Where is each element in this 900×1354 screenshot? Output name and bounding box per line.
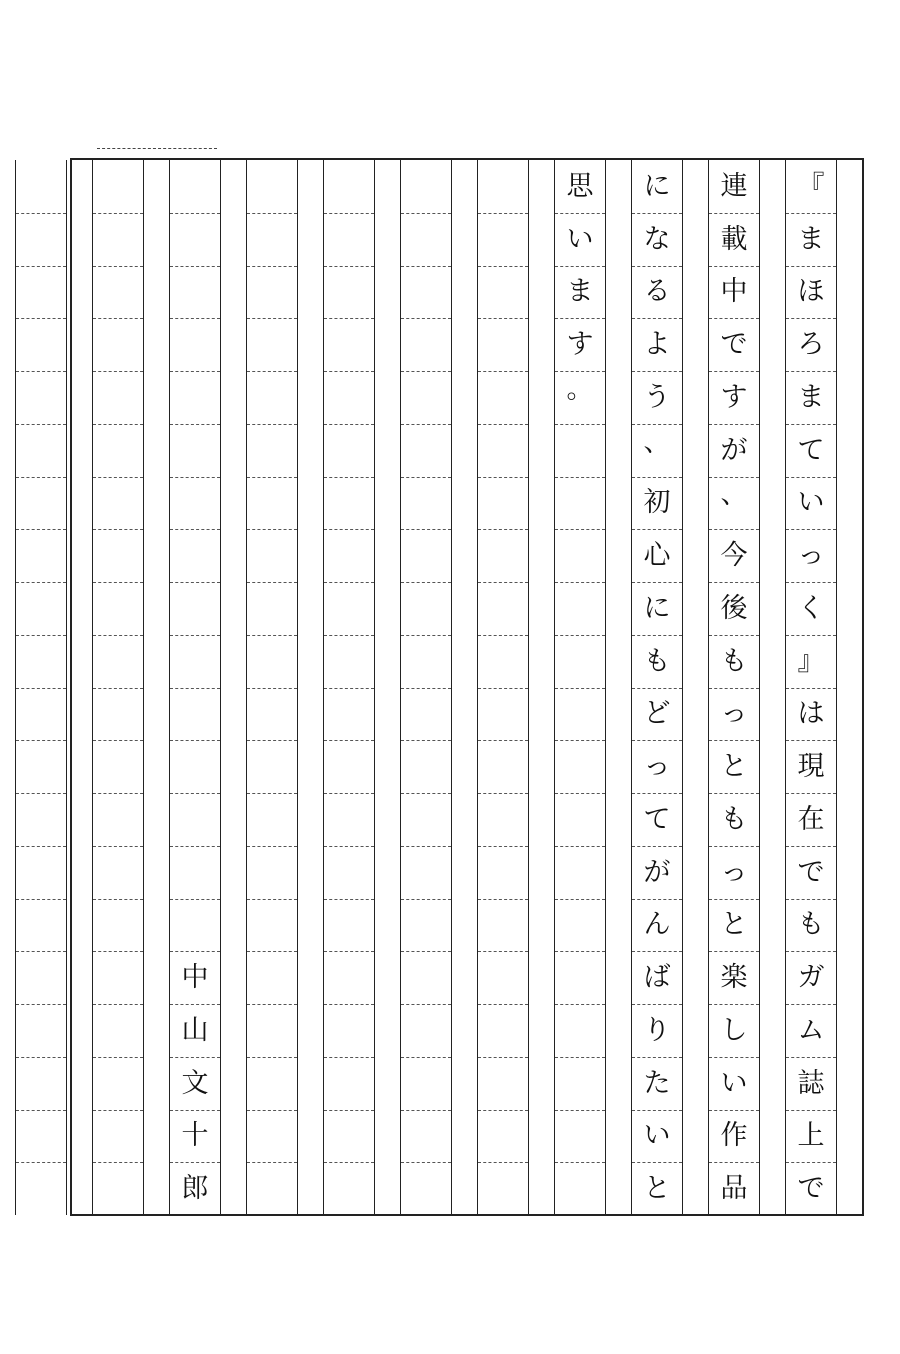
cell-divider [170,688,220,689]
cell-divider [632,1057,682,1058]
cell-divider [324,529,374,530]
cell-divider [786,266,836,267]
manuscript-char: ム [797,1014,825,1046]
cell-divider [555,740,605,741]
cell-divider [247,213,297,214]
cell-divider [401,529,451,530]
cell-divider [170,793,220,794]
cell-divider [170,318,220,319]
manuscript-char: よ [643,329,671,361]
cell-divider [632,899,682,900]
cell-divider [555,899,605,900]
cell-divider [16,740,66,741]
manuscript-char: と [720,751,748,783]
cell-divider [170,529,220,530]
cell-divider [786,793,836,794]
manuscript-char: い [720,1067,748,1099]
manuscript-char: 『 [797,170,825,202]
cell-divider [16,318,66,319]
cell-divider [401,740,451,741]
cell-divider [709,635,759,636]
cell-divider [786,424,836,425]
cell-divider [786,371,836,372]
manuscript-column-signature [169,160,221,1215]
cell-divider [16,793,66,794]
cell-divider [93,1057,143,1058]
cell-divider [170,213,220,214]
manuscript-char: も [720,645,748,677]
manuscript-char: が [643,856,671,888]
cell-divider [709,793,759,794]
cell-divider [478,318,528,319]
manuscript-column-line-5 [477,160,529,1215]
cell-divider [709,1162,759,1163]
manuscript-char: は [797,698,825,730]
manuscript-char: く [797,592,825,624]
cell-divider [170,266,220,267]
cell-divider [170,1057,220,1058]
cell-divider [555,688,605,689]
manuscript-char: な [643,223,671,255]
cell-divider [247,846,297,847]
cell-divider [555,318,605,319]
manuscript-char: 後 [720,592,748,624]
cell-divider [324,318,374,319]
cell-divider [16,213,66,214]
cell-divider [632,846,682,847]
cell-divider [93,266,143,267]
cell-divider [16,1057,66,1058]
cell-divider [93,688,143,689]
cell-divider [401,1110,451,1111]
cell-divider [324,688,374,689]
cell-divider [324,424,374,425]
cell-divider [478,1004,528,1005]
cell-divider [632,529,682,530]
cell-divider [16,635,66,636]
cell-divider [401,266,451,267]
cell-divider [324,1057,374,1058]
cell-divider [632,1004,682,1005]
cell-divider [786,1162,836,1163]
manuscript-char: 十 [181,1120,209,1152]
cell-divider [786,1004,836,1005]
cell-divider [170,424,220,425]
manuscript-char: で [797,1173,825,1205]
cell-divider [16,688,66,689]
cell-divider [786,213,836,214]
cell-divider [555,424,605,425]
manuscript-char: た [643,1067,671,1099]
cell-divider [16,1110,66,1111]
cell-divider [93,793,143,794]
cell-divider [632,318,682,319]
cell-divider [93,1004,143,1005]
cell-divider [632,213,682,214]
manuscript-char: 心 [643,540,671,572]
cell-divider [16,1004,66,1005]
manuscript-char: 上 [797,1120,825,1152]
cell-divider [401,688,451,689]
manuscript-char: う [643,381,671,413]
cell-divider [401,1162,451,1163]
cell-divider [632,951,682,952]
cell-divider [401,846,451,847]
cell-divider [401,1057,451,1058]
cell-divider [93,1110,143,1111]
manuscript-char: に [643,592,671,624]
cell-divider [247,635,297,636]
cell-divider [478,477,528,478]
manuscript-column-line-4 [554,160,606,1215]
manuscript-char: し [720,1014,748,1046]
cell-divider [632,740,682,741]
cell-divider [324,371,374,372]
cell-divider [93,582,143,583]
manuscript-char: っ [720,698,748,730]
cell-divider [401,793,451,794]
manuscript-char: る [643,276,671,308]
cell-divider [93,951,143,952]
cell-divider [555,1004,605,1005]
cell-divider [555,371,605,372]
cell-divider [478,213,528,214]
cell-divider [478,1057,528,1058]
manuscript-column-line-6 [400,160,452,1215]
cell-divider [401,213,451,214]
cell-divider [478,1110,528,1111]
cell-divider [632,1110,682,1111]
cell-divider [401,951,451,952]
manuscript-char: っ [797,540,825,572]
cell-divider [93,635,143,636]
cell-divider [247,266,297,267]
manuscript-char: ん [643,909,671,941]
cell-divider [786,1110,836,1111]
cell-divider [709,1004,759,1005]
cell-divider [555,213,605,214]
cell-divider [709,688,759,689]
cell-divider [478,793,528,794]
cell-divider [93,899,143,900]
cell-divider [786,951,836,952]
cell-divider [247,318,297,319]
manuscript-char: っ [643,751,671,783]
cell-divider [401,635,451,636]
cell-divider [401,899,451,900]
cell-divider [555,1110,605,1111]
cell-divider [16,951,66,952]
cell-divider [324,951,374,952]
cell-divider [170,740,220,741]
manuscript-char: 在 [797,803,825,835]
cell-divider [632,1162,682,1163]
manuscript-char: て [643,803,671,835]
cell-divider [555,793,605,794]
cell-divider [632,635,682,636]
cell-divider [709,266,759,267]
cell-divider [786,582,836,583]
manuscript-char: す [566,329,594,361]
cell-divider [93,1162,143,1163]
manuscript-char: て [797,434,825,466]
cell-divider [478,266,528,267]
cell-divider [786,688,836,689]
cell-divider [170,1004,220,1005]
cell-divider [247,688,297,689]
cell-divider [247,582,297,583]
cell-divider [709,899,759,900]
cell-divider [632,371,682,372]
manuscript-char: っ [720,856,748,888]
cell-divider [555,582,605,583]
manuscript-char: す [720,381,748,413]
manuscript-char: 、 [720,479,748,511]
manuscript-column-line-11 [15,160,67,1215]
cell-divider [478,582,528,583]
manuscript-char: ど [643,698,671,730]
cell-divider [93,740,143,741]
cell-divider [247,899,297,900]
cell-divider [247,740,297,741]
cell-divider [709,424,759,425]
manuscript-char: と [720,909,748,941]
cell-divider [324,846,374,847]
manuscript-char: 文 [181,1067,209,1099]
cell-divider [478,635,528,636]
manuscript-char: も [643,645,671,677]
manuscript-char: 』 [797,645,825,677]
cell-divider [247,529,297,530]
cell-divider [170,846,220,847]
manuscript-char: い [643,1120,671,1152]
manuscript-char: 作 [720,1120,748,1152]
cell-divider [632,688,682,689]
manuscript-char: ろ [797,329,825,361]
cell-divider [170,582,220,583]
cell-divider [786,318,836,319]
cell-divider [478,1162,528,1163]
manuscript-char: ま [797,223,825,255]
manuscript-char: 、 [643,426,671,458]
top-dashed-rule [97,148,217,149]
cell-divider [555,1162,605,1163]
cell-divider [709,951,759,952]
manuscript-char: 載 [720,223,748,255]
manuscript-char: で [720,329,748,361]
cell-divider [16,477,66,478]
cell-divider [324,740,374,741]
cell-divider [555,477,605,478]
cell-divider [324,213,374,214]
cell-divider [170,371,220,372]
manuscript-char: ま [566,276,594,308]
cell-divider [709,318,759,319]
cell-divider [632,477,682,478]
manuscript-char: ガ [797,962,825,994]
cell-divider [632,582,682,583]
cell-divider [93,529,143,530]
cell-divider [401,477,451,478]
manuscript-column-line-10 [92,160,144,1215]
manuscript-char: と [643,1173,671,1205]
cell-divider [16,529,66,530]
cell-divider [247,371,297,372]
manuscript-char: 連 [720,170,748,202]
cell-divider [478,951,528,952]
cell-divider [709,213,759,214]
cell-divider [786,477,836,478]
cell-divider [16,424,66,425]
cell-divider [324,1004,374,1005]
manuscript-char: 中 [720,276,748,308]
cell-divider [478,688,528,689]
cell-divider [786,1057,836,1058]
cell-divider [401,1004,451,1005]
cell-divider [709,846,759,847]
cell-divider [170,1110,220,1111]
cell-divider [16,1162,66,1163]
cell-divider [93,846,143,847]
manuscript-column-line-7 [323,160,375,1215]
cell-divider [170,1162,220,1163]
cell-divider [170,951,220,952]
cell-divider [632,266,682,267]
manuscript-char: 郎 [181,1173,209,1205]
manuscript-char: ま [797,381,825,413]
cell-divider [709,582,759,583]
cell-divider [93,371,143,372]
manuscript-char: 現 [797,751,825,783]
cell-divider [324,1162,374,1163]
cell-divider [247,1162,297,1163]
cell-divider [93,477,143,478]
manuscript-char: 。 [566,373,594,405]
cell-divider [324,266,374,267]
cell-divider [170,635,220,636]
manuscript-char: り [643,1014,671,1046]
manuscript-char: が [720,434,748,466]
cell-divider [170,899,220,900]
cell-divider [324,635,374,636]
manuscript-char: 思 [566,170,594,202]
manuscript-char: い [797,487,825,519]
cell-divider [709,529,759,530]
cell-divider [324,899,374,900]
cell-divider [93,213,143,214]
cell-divider [16,266,66,267]
manuscript-char: 中 [181,962,209,994]
cell-divider [93,424,143,425]
cell-divider [247,1057,297,1058]
cell-divider [786,529,836,530]
cell-divider [247,951,297,952]
cell-divider [324,1110,374,1111]
cell-divider [401,424,451,425]
manuscript-column-line-2 [708,160,760,1215]
cell-divider [555,635,605,636]
cell-divider [632,793,682,794]
cell-divider [478,424,528,425]
cell-divider [16,899,66,900]
cell-divider [709,1057,759,1058]
cell-divider [478,529,528,530]
cell-divider [786,740,836,741]
cell-divider [247,477,297,478]
cell-divider [709,1110,759,1111]
cell-divider [247,793,297,794]
manuscript-char: い [566,223,594,255]
manuscript-char: 品 [720,1173,748,1205]
cell-divider [324,477,374,478]
manuscript-char: に [643,170,671,202]
cell-divider [709,740,759,741]
cell-divider [709,477,759,478]
cell-divider [555,1057,605,1058]
manuscript-char: も [797,909,825,941]
cell-divider [555,266,605,267]
cell-divider [786,846,836,847]
manuscript-char: 楽 [720,962,748,994]
manuscript-column-line-8 [246,160,298,1215]
cell-divider [16,582,66,583]
manuscript-char: も [720,803,748,835]
cell-divider [324,582,374,583]
cell-divider [93,318,143,319]
manuscript-char: 山 [181,1014,209,1046]
manuscript-column-line-1 [785,160,837,1215]
cell-divider [478,846,528,847]
cell-divider [247,424,297,425]
cell-divider [478,899,528,900]
manuscript-char: ば [643,962,671,994]
cell-divider [709,371,759,372]
manuscript-char: 初 [643,487,671,519]
cell-divider [786,635,836,636]
cell-divider [786,899,836,900]
manuscript-char: で [797,856,825,888]
cell-divider [170,477,220,478]
cell-divider [555,846,605,847]
cell-divider [401,371,451,372]
cell-divider [478,371,528,372]
cell-divider [16,846,66,847]
cell-divider [324,793,374,794]
manuscript-column-line-3 [631,160,683,1215]
cell-divider [632,424,682,425]
manuscript-char: 誌 [797,1067,825,1099]
cell-divider [16,371,66,372]
manuscript-char: 今 [720,540,748,572]
cell-divider [478,740,528,741]
cell-divider [247,1004,297,1005]
cell-divider [555,951,605,952]
manuscript-char: ほ [797,276,825,308]
cell-divider [555,529,605,530]
cell-divider [247,1110,297,1111]
cell-divider [401,318,451,319]
cell-divider [401,582,451,583]
